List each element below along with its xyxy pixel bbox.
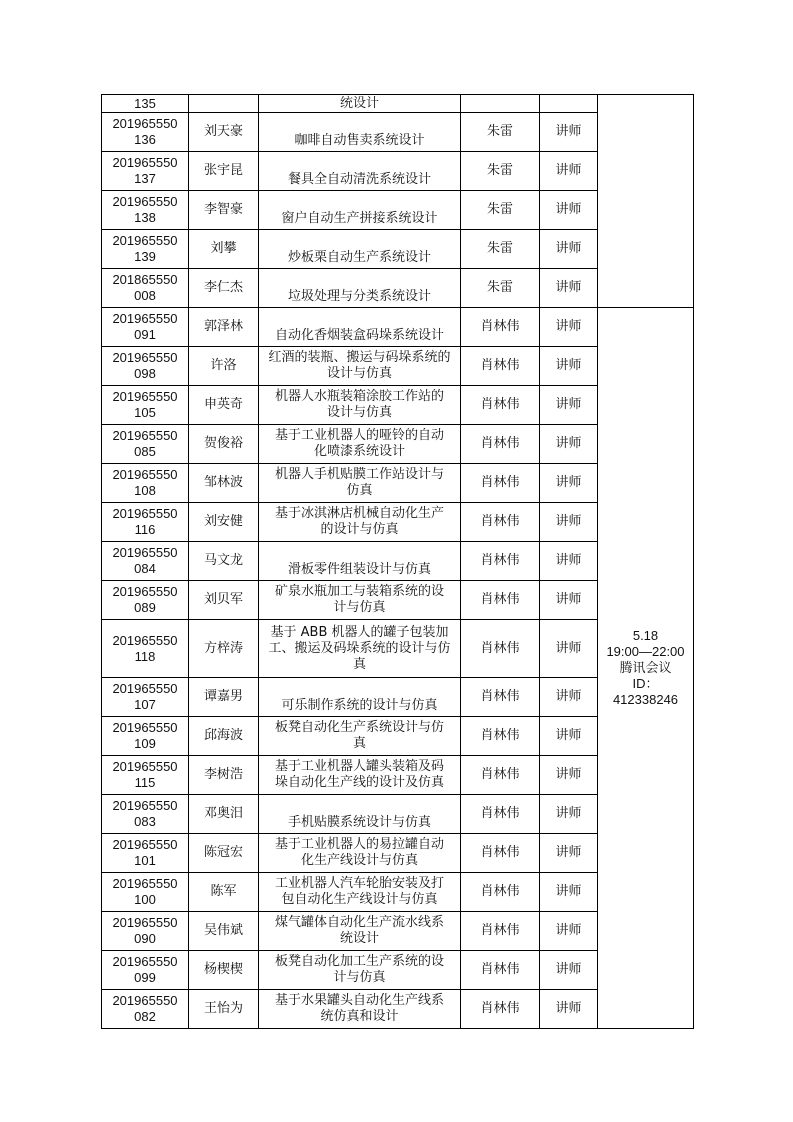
thesis-title-line: 统设计: [339, 95, 379, 111]
defense-time-line: 412338246: [612, 692, 679, 707]
thesis-title-cell: [259, 464, 461, 503]
student-name-cell: 刘天豪: [189, 113, 259, 152]
student-name-cell: 杨楔楔: [189, 951, 259, 990]
supervisor-rank-cell: 讲师: [540, 873, 598, 912]
thesis-title-line: 红酒的装瓶、搬运与码垛系统的: [268, 350, 451, 365]
thesis-title-cell: [259, 113, 461, 152]
student-id-part: 105: [134, 405, 156, 420]
thesis-title-cell: [259, 756, 461, 795]
defense-time-line: 腾讯会议: [619, 660, 672, 675]
student-id-part: 101: [134, 853, 156, 868]
supervisor-cell: 肖林伟: [461, 756, 540, 795]
supervisor-cell: 肖林伟: [461, 425, 540, 464]
thesis-title-cell: [259, 912, 461, 951]
thesis-title-line: 工业机器人汽车轮胎安装及打: [274, 876, 444, 891]
supervisor-rank-cell: 讲师: [540, 795, 598, 834]
supervisor-rank-cell: 讲师: [540, 347, 598, 386]
student-id-part: 108: [134, 483, 156, 498]
thesis-title-line: 窗户自动生产拼接系统设计: [281, 211, 438, 226]
thesis-title-cell: [259, 581, 461, 620]
student-name-cell: [189, 95, 259, 113]
student-name-cell: 谭嘉男: [189, 678, 259, 717]
student-id-cell: [102, 503, 189, 542]
thesis-title-cell: [259, 191, 461, 230]
student-id-part: 201965550: [112, 798, 178, 813]
thesis-title-line: 真: [352, 656, 366, 672]
student-id-cell: [102, 951, 189, 990]
student-id-part: 139: [134, 249, 156, 264]
supervisor-cell: 朱雷: [461, 152, 540, 191]
supervisor-cell: 肖林伟: [461, 620, 540, 678]
thesis-title-cell: [259, 95, 461, 113]
student-id-part: 115: [134, 775, 156, 790]
thesis-title-line: 计与仿真: [333, 970, 386, 985]
student-name-cell: 李仁杰: [189, 269, 259, 308]
supervisor-rank-cell: 讲师: [540, 912, 598, 951]
student-id-part: 201965550: [112, 837, 178, 852]
thesis-title-line: 板凳自动化加工生产系统的设: [274, 954, 444, 969]
supervisor-rank-cell: 讲师: [540, 269, 598, 308]
student-id-cell: [102, 717, 189, 756]
supervisor-rank-cell: 讲师: [540, 191, 598, 230]
student-id-part: 201965550: [112, 311, 178, 326]
student-name-cell: 马文龙: [189, 542, 259, 581]
supervisor-cell: 肖林伟: [461, 347, 540, 386]
student-name-cell: 王怡为: [189, 990, 259, 1029]
student-id-part: 201965550: [112, 759, 178, 774]
student-id-cell: [102, 425, 189, 464]
student-id-part: 201965550: [112, 993, 178, 1008]
thesis-title-cell: [259, 620, 461, 678]
student-id-part: 201965550: [112, 350, 178, 365]
thesis-title-cell: [259, 152, 461, 191]
student-id-cell: [102, 113, 189, 152]
defense-time-line: 19:00—22:00: [606, 644, 685, 659]
student-id-part: 201965550: [112, 428, 178, 443]
student-id-part: 201965550: [112, 720, 178, 735]
thesis-title-line: 的设计与仿真: [320, 522, 399, 537]
thesis-title-line: 可乐制作系统的设计与仿真: [281, 698, 438, 713]
thesis-title-cell: [259, 542, 461, 581]
student-name-cell: 邹林波: [189, 464, 259, 503]
supervisor-cell: 肖林伟: [461, 386, 540, 425]
student-id-cell: [102, 678, 189, 717]
supervisor-cell: 肖林伟: [461, 581, 540, 620]
thesis-title-cell: [259, 951, 461, 990]
student-id-part: 099: [134, 970, 156, 985]
supervisor-rank-cell: 讲师: [540, 308, 598, 347]
supervisor-rank-cell: 讲师: [540, 503, 598, 542]
student-id-cell: [102, 873, 189, 912]
supervisor-rank-cell: 讲师: [540, 230, 598, 269]
student-name-cell: 申英奇: [189, 386, 259, 425]
thesis-title-line: 矿泉水瓶加工与装箱系统的设: [274, 584, 444, 599]
student-id-cell: [102, 269, 189, 308]
student-name-cell: 吴伟斌: [189, 912, 259, 951]
supervisor-rank-cell: 讲师: [540, 990, 598, 1029]
student-id-part: 201965550: [112, 876, 178, 891]
student-id-part: 201965550: [112, 506, 178, 521]
student-id-part: 084: [134, 561, 156, 576]
thesis-title-line: 机器人水瓶装箱涂胶工作站的: [274, 389, 444, 404]
student-id-part: 085: [134, 444, 156, 459]
student-name-cell: 陈冠宏: [189, 834, 259, 873]
thesis-title-cell: [259, 834, 461, 873]
supervisor-cell: 肖林伟: [461, 542, 540, 581]
supervisor-rank-cell: 讲师: [540, 717, 598, 756]
defense-time-cell: [598, 95, 694, 308]
thesis-title-line: 煤气罐体自动化生产流水线系: [274, 915, 444, 930]
student-id-part: 201965550: [112, 584, 178, 599]
supervisor-cell: 朱雷: [461, 191, 540, 230]
table-body: [102, 95, 694, 1029]
thesis-title-cell: [259, 678, 461, 717]
thesis-title-cell: [259, 717, 461, 756]
thesis-title-line: 设计与仿真: [326, 366, 392, 381]
thesis-title-line: 手机贴膜系统设计与仿真: [287, 815, 431, 830]
student-id-part: 091: [134, 327, 156, 342]
supervisor-cell: 肖林伟: [461, 795, 540, 834]
thesis-title-line: 基于工业机器人罐头装箱及码: [274, 759, 444, 774]
student-name-cell: 陈军: [189, 873, 259, 912]
student-id-part: 201965550: [112, 632, 178, 648]
supervisor-cell: 肖林伟: [461, 834, 540, 873]
thesis-title-line: 基于工业机器人的易拉罐自动: [274, 837, 444, 852]
supervisor-cell: 肖林伟: [461, 308, 540, 347]
supervisor-cell: 肖林伟: [461, 717, 540, 756]
student-id-part: 201965550: [112, 233, 178, 248]
thesis-title-line: 垛自动化生产线的设计及仿真: [274, 775, 444, 790]
student-id-part: 098: [134, 366, 156, 381]
thesis-title-line: 餐具全自动清洗系统设计: [287, 172, 431, 187]
student-id-part: 137: [134, 171, 156, 186]
student-id-part: 100: [134, 892, 156, 907]
supervisor-rank-cell: 讲师: [540, 951, 598, 990]
student-name-cell: 刘攀: [189, 230, 259, 269]
student-name-cell: 郭泽林: [189, 308, 259, 347]
supervisor-rank-cell: 讲师: [540, 113, 598, 152]
student-name-cell: 刘贝军: [189, 581, 259, 620]
student-id-cell: [102, 620, 189, 678]
defense-schedule-table: [101, 94, 694, 1029]
supervisor-cell: 肖林伟: [461, 678, 540, 717]
thesis-title-line: 机器人手机贴膜工作站设计与: [274, 467, 444, 482]
thesis-title-line: 基于水果罐头自动化生产线系: [274, 993, 444, 1008]
supervisor-cell: 肖林伟: [461, 464, 540, 503]
student-id-part: 089: [134, 600, 156, 615]
student-id-part: 201965550: [112, 467, 178, 482]
student-id-part: 201965550: [112, 954, 178, 969]
supervisor-rank-cell: 讲师: [540, 464, 598, 503]
supervisor-cell: 朱雷: [461, 230, 540, 269]
thesis-title-line: 炒板栗自动生产系统设计: [287, 250, 431, 265]
supervisor-rank-cell: 讲师: [540, 620, 598, 678]
student-id-part: 135: [134, 95, 156, 111]
thesis-title-cell: [259, 347, 461, 386]
student-id-part: 201965550: [112, 194, 178, 209]
student-name-cell: 许洛: [189, 347, 259, 386]
student-id-part: 138: [134, 210, 156, 225]
student-name-cell: 贺俊裕: [189, 425, 259, 464]
supervisor-rank-cell: 讲师: [540, 756, 598, 795]
student-id-part: 201965550: [112, 545, 178, 560]
student-id-cell: [102, 464, 189, 503]
student-name-cell: 邓奥汨: [189, 795, 259, 834]
supervisor-rank-cell: [540, 95, 598, 113]
student-id-part: 090: [134, 931, 156, 946]
student-id-cell: [102, 347, 189, 386]
thesis-title-line: 基于 ABB 机器人的罐子包装加: [270, 624, 449, 640]
defense-time-line: ID：: [632, 676, 659, 691]
supervisor-cell: 肖林伟: [461, 951, 540, 990]
student-name-cell: 张宇昆: [189, 152, 259, 191]
student-id-part: 201965550: [112, 155, 178, 170]
student-id-cell: [102, 308, 189, 347]
student-name-cell: 刘安健: [189, 503, 259, 542]
thesis-title-cell: [259, 230, 461, 269]
thesis-title-cell: [259, 308, 461, 347]
student-id-cell: [102, 230, 189, 269]
table-row: [102, 308, 694, 347]
supervisor-cell: 朱雷: [461, 269, 540, 308]
thesis-title-cell: [259, 503, 461, 542]
student-id-part: 118: [134, 648, 156, 664]
student-id-part: 201965550: [112, 116, 178, 131]
supervisor-cell: 肖林伟: [461, 912, 540, 951]
student-id-cell: [102, 912, 189, 951]
student-name-cell: 李智豪: [189, 191, 259, 230]
student-id-cell: [102, 581, 189, 620]
student-id-part: 201965550: [112, 681, 178, 696]
supervisor-cell: 肖林伟: [461, 503, 540, 542]
thesis-title-line: 包自动化生产线设计与仿真: [281, 892, 438, 907]
student-name-cell: 李树浩: [189, 756, 259, 795]
thesis-title-line: 咖啡自动售卖系统设计: [294, 133, 425, 148]
student-id-part: 107: [134, 697, 156, 712]
table-row: [102, 95, 694, 113]
student-id-cell: [102, 834, 189, 873]
thesis-title-line: 统设计: [339, 931, 379, 946]
thesis-title-line: 工、搬运及码垛系统的设计与仿: [268, 640, 451, 656]
thesis-title-cell: [259, 425, 461, 464]
student-id-part: 082: [134, 1009, 156, 1024]
thesis-title-line: 统仿真和设计: [320, 1009, 399, 1024]
supervisor-rank-cell: 讲师: [540, 152, 598, 191]
student-id-cell: [102, 756, 189, 795]
supervisor-rank-cell: 讲师: [540, 425, 598, 464]
thesis-title-line: 真: [352, 736, 366, 751]
student-id-part: 201965550: [112, 389, 178, 404]
student-id-part: 008: [134, 288, 156, 303]
student-id-part: 116: [134, 522, 156, 537]
supervisor-cell: [461, 95, 540, 113]
thesis-title-line: 滑板零件组装设计与仿真: [287, 562, 431, 577]
thesis-title-line: 化生产线设计与仿真: [300, 853, 418, 868]
student-id-part: 201965550: [112, 915, 178, 930]
defense-time-line: 5.18: [632, 628, 659, 643]
defense-time-cell: [598, 308, 694, 1029]
student-name-cell: 邱海波: [189, 717, 259, 756]
student-id-part: 136: [134, 132, 156, 147]
supervisor-cell: 朱雷: [461, 113, 540, 152]
thesis-title-line: 自动化香烟装盒码垛系统设计: [274, 328, 444, 343]
student-id-part: 083: [134, 814, 156, 829]
supervisor-cell: 肖林伟: [461, 873, 540, 912]
thesis-title-line: 基于冰淇淋店机械自动化生产: [274, 506, 444, 521]
thesis-title-line: 计与仿真: [333, 600, 386, 615]
student-id-cell: [102, 990, 189, 1029]
thesis-title-line: 板凳自动化生产系统设计与仿: [274, 720, 444, 735]
supervisor-rank-cell: 讲师: [540, 678, 598, 717]
student-id-part: 201865550: [112, 272, 178, 287]
supervisor-rank-cell: 讲师: [540, 834, 598, 873]
thesis-title-cell: [259, 386, 461, 425]
thesis-title-cell: [259, 990, 461, 1029]
student-id-part: 109: [134, 736, 156, 751]
student-id-cell: [102, 191, 189, 230]
thesis-title-line: 垃圾处理与分类系统设计: [287, 289, 431, 304]
student-id-cell: [102, 95, 189, 113]
thesis-title-line: 基于工业机器人的哑铃的自动: [274, 428, 444, 443]
student-id-cell: [102, 152, 189, 191]
thesis-title-cell: [259, 873, 461, 912]
thesis-title-cell: [259, 795, 461, 834]
supervisor-rank-cell: 讲师: [540, 581, 598, 620]
student-id-cell: [102, 795, 189, 834]
supervisor-rank-cell: 讲师: [540, 386, 598, 425]
thesis-title-line: 仿真: [346, 483, 373, 498]
supervisor-rank-cell: 讲师: [540, 542, 598, 581]
thesis-title-line: 化喷漆系统设计: [313, 444, 405, 459]
student-id-cell: [102, 542, 189, 581]
thesis-title-line: 设计与仿真: [326, 405, 392, 420]
supervisor-cell: 肖林伟: [461, 990, 540, 1029]
thesis-title-cell: [259, 269, 461, 308]
student-id-cell: [102, 386, 189, 425]
student-name-cell: 方梓涛: [189, 620, 259, 678]
